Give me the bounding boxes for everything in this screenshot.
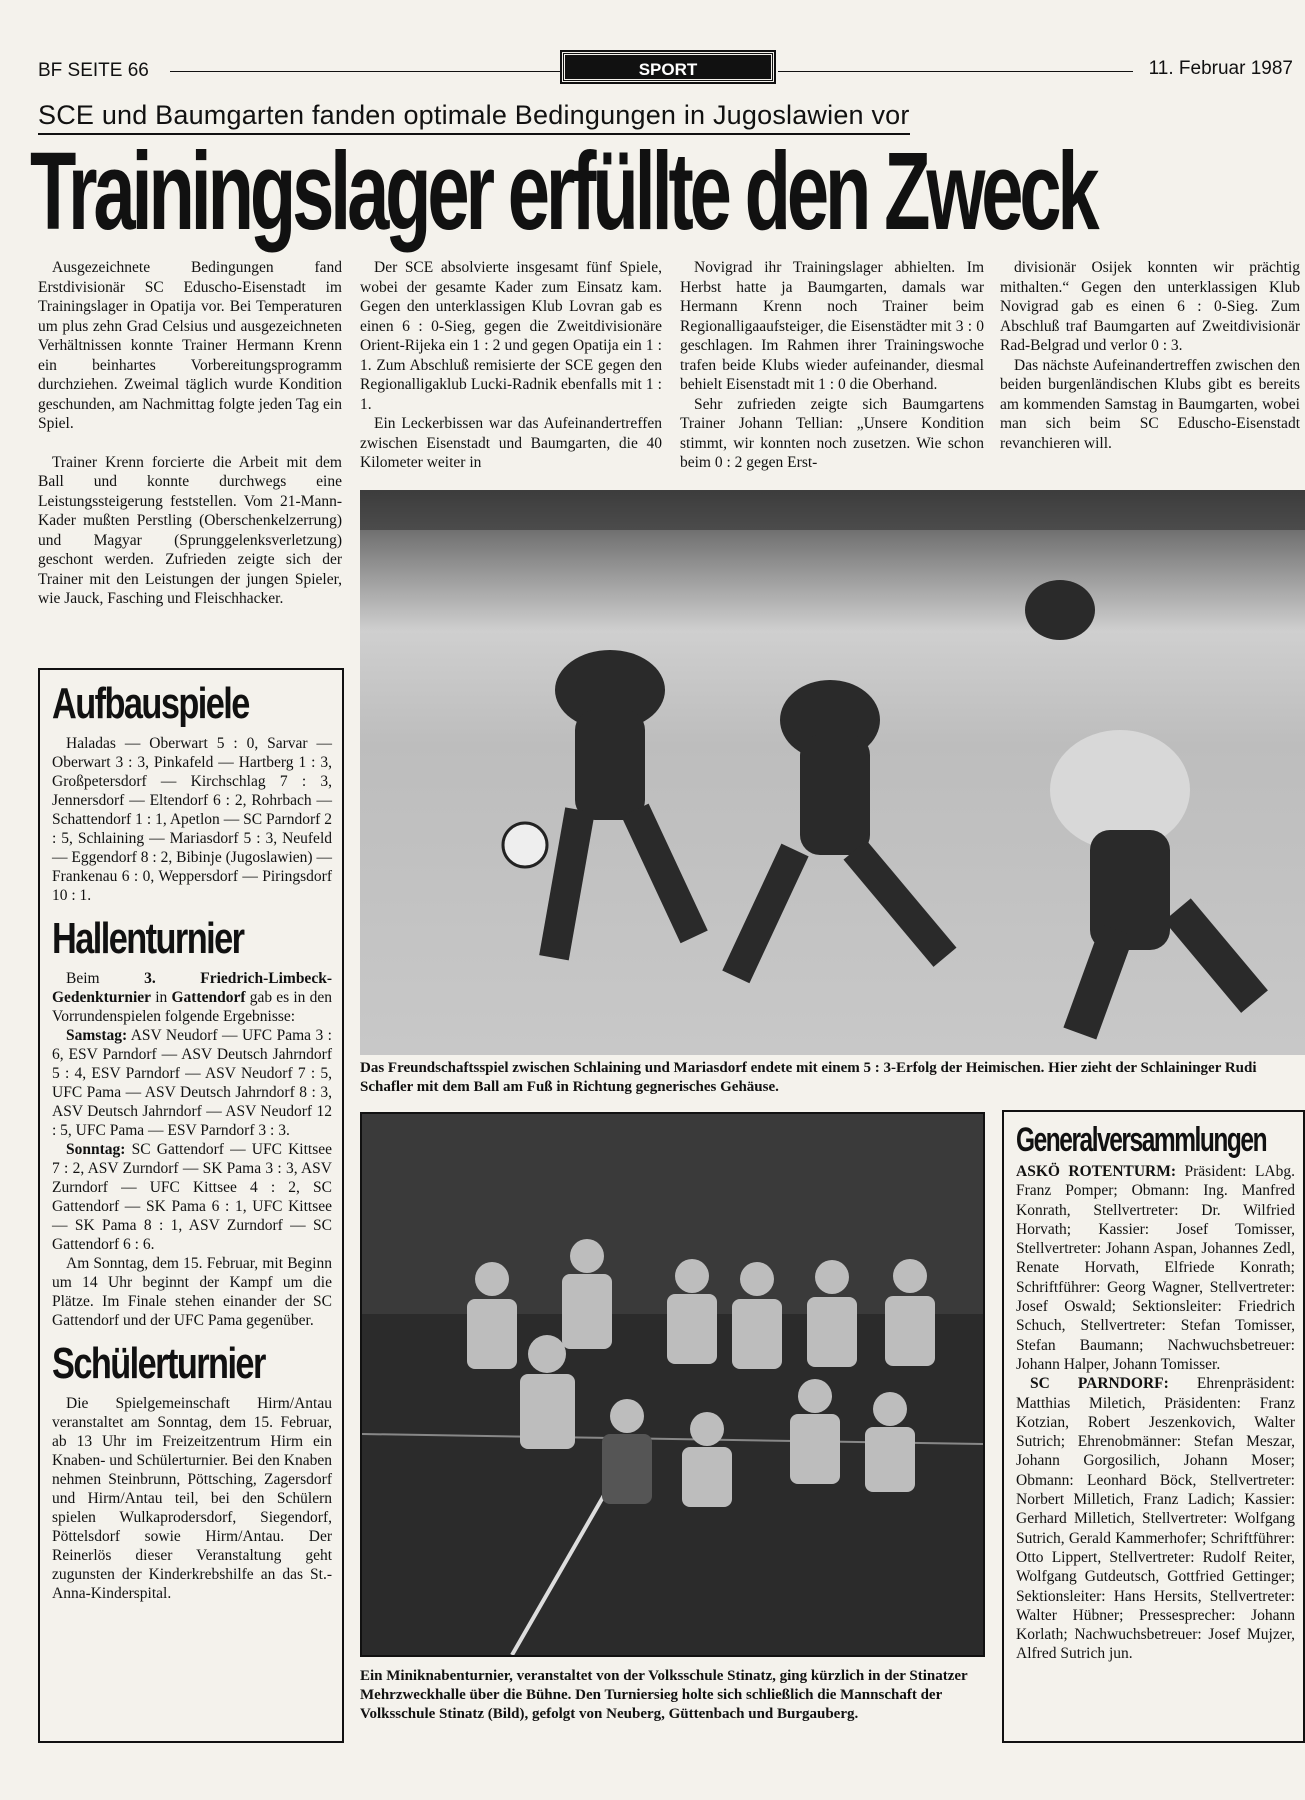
team-photo-image: [362, 1114, 983, 1655]
page-label: BF SEITE 66: [38, 60, 149, 81]
header-rule-right: [778, 71, 1133, 72]
paragraph: Sehr zufrieden zeigte sich Baumgartens Trainer Johann Tellian: „Unsere Kondition stimmt, wir konnten noch zusetzen. Wie schon beim 0 : 2 gegen Erst-: [680, 395, 984, 471]
sidebar-heading-schuelerturnier: Schülerturnier: [52, 1339, 265, 1388]
article-column-2: [360, 258, 662, 473]
schuelerturnier-text: Die Spielgemeinschaft Hirm/Antau veranstaltet am Sonntag, dem 15. Februar, ab 13 Uhr im Freizeitzentrum Hirm ein Knaben- und Schülerturnier. Bei den Knaben nehmen Steinbrunn, Pöttsching, Zagersdorf und Hirm/Antau teil, bei den Schülern spielen Wulkaprodersdorf, Siegendorf, Pöttelsdorf sowie Hirm/Antau. Der Reinerlös dieser Veranstaltung geht zugunsten der Kinderkrebshilfe an das St.-Anna-Kinderspital.: [52, 1395, 332, 1602]
article-column-1: [38, 258, 342, 609]
article-headline: Trainingslager erfüllte den Zweck: [30, 130, 1096, 253]
issue-date: 11. Februar 1987: [1148, 58, 1293, 79]
paragraph: Der SCE absolvierte insgesamt fünf Spiele, wobei der gesamte Kader zum Einsatz kam. Gegen den unterklassigen Klub Lovran gab es einen 6 : 0-Sieg, gegen die Zweitdivisionäre Orient-Rijeka ein 1 : 2 und gegen Opatija ein 1 : 1. Zum Abschluß remisierte der SCE gegen den Regionalligaklub Lucki-Radnik ebenfalls mit 1 : 1.: [360, 259, 662, 413]
hallenturnier-intro: Beim 3. Friedrich-Limbeck-Gedenkturnier in Gattendorf gab es in den Vorrundenspielen folgende Ergebnisse:: [52, 970, 332, 1025]
generalversammlungen-title: Generalversammlungen: [1016, 1121, 1267, 1159]
paragraph: Ausgezeichnete Bedingungen fand Erstdivisionär SC Eduscho-Eisenstadt im Trainingslager in Opatija vor. Bei Temperaturen um plus zehn Grad Celsius und ausgezeichneten Verhältnissen konnte Trainer Hermann Krenn ein beinhartes Vorbereitungsprogramm durchziehen. Zweimal täglich wurde Kondition geschunden, am Nachmittag folgte jeden Tag ein Spiel.: [38, 259, 342, 432]
sidebar-heading-aufbauspiele: Aufbauspiele: [52, 679, 249, 728]
paragraph: divisionär Osijek konnten wir prächtig mithalten.“ Gegen den unterklassigen Klub Novigrad gab es einen 6 : 0-Sieg. Zum Abschluß traf Baumgarten auf Zweitdivisionär Rad-Belgrad und verlor 0 : 3.: [1000, 259, 1300, 354]
section-badge: SPORT: [562, 52, 774, 82]
football-match-image: [360, 490, 1305, 1055]
football-match-photo: [360, 490, 1305, 1055]
paragraph: Trainer Krenn forcierte die Arbeit mit dem Ball und konnte durchwegs eine Leistungssteigerung feststellen. Vom 21-Mann-Kader mußten Perstling (Oberschenkelzerrung) und Magyar (Sprunggelenksverletzung) geschont werden. Zufrieden zeigte sich der Trainer mit den Leistungen der jungen Spieler, wie Jauck, Fasching und Fleischhacker.: [38, 453, 342, 607]
club-rotenturm-entry: ASKÖ ROTENTURM: Präsident: LAbg. Franz Pomper; Obmann: Ing. Manfred Konrath, Stellvertreter: Dr. Wilfried Horvath; Kassier: Josef Tomisser, Stellvertreter: Johann Aspan, Johannes Zedl, Renate Horvath, Elfriede Konrath; Schriftführer: Georg Wagner, Stellvertreter: Josef Oswald; Sektionsleiter: Friedrich Schuch, Stellvertreter: Stefan Tomisser, Stefan Baumann; Nachwuchsbetreuer: Johann Halper, Johann Tomisser.: [1016, 1163, 1295, 1373]
aufbauspiele-results: Haladas — Oberwart 5 : 0, Sarvar — Oberwart 3 : 3, Pinkafeld — Hartberg 1 : 3, Großpetersdorf — Kirchschlag 7 : 3, Jennersdorf — Eltendorf 6 : 2, Rohrbach — Schattendorf 1 : 1, Apetlon — SC Parndorf 2 : 5, Schlaining — Mariasdorf 5 : 3, Neufeld — Eggendorf 8 : 2, Bibinje (Jugoslawien) — Frankenau 6 : 0, Weppersdorf — Piringsdorf 10 : 1.: [52, 735, 332, 904]
header-rule-left: [170, 71, 560, 72]
team-photo: [360, 1112, 985, 1657]
sidebar-heading-hallenturnier: Hallenturnier: [52, 914, 244, 963]
generalversammlungen-box: [1002, 1110, 1305, 1743]
article-subheadline: SCE und Baumgarten fanden optimale Bedingungen in Jugoslawien vor: [38, 100, 910, 135]
paragraph: Novigrad ihr Trainingslager abhielten. Im Herbst hatte ja Baumgarten, damals war Hermann Krenn noch Trainer beim Regionalligaaufsteiger, die Eisenstädter mit 3 : 0 geschlagen. Im Rahmen ihrer Trainingswoche trafen beide Klubs wieder aufeinander, diesmal behielt Eisenstadt mit 1 : 0 die Oberhand.: [680, 259, 984, 393]
paragraph: Das nächste Aufeinandertreffen zwischen den beiden burgenländischen Klubs gibt es bereits am kommenden Samstag in Baumgarten, wobei man sich beim SC Eduscho-Eisenstadt revanchieren will.: [1000, 356, 1300, 452]
photo1-caption: Das Freundschaftsspiel zwischen Schlaining und Mariasdorf endete mit einem 5 : 3-Erfolg der Heimischen. Hier zieht der Schlaininger Rudi Schafler mit dem Ball am Fuß in Richtung gegnerisches Gehäuse.: [360, 1060, 1257, 1095]
paragraph: Ein Leckerbissen war das Aufeinandertreffen zwischen Eisenstadt und Baumgarten, die 40 Kilometer weiter in: [360, 415, 662, 471]
club-parndorf-entry: SC PARNDORF: Ehrenpräsident: Matthias Miletich, Präsidenten: Franz Kotzian, Robert Jeszenkovich, Walter Sutrich; Ehrenobmänner: Stefan Meszar, Johann Gorgosilich, Johann Moser; Obmann: Leonhard Böck, Stellvertreter: Norbert Milletich, Franz Ladich; Kassier: Gerhard Milletich, Stellvertreter: Wolfgang Sutrich, Gerald Kammerhofer; Schriftführer: Otto Lippert, Stellvertreter: Rudolf Reiter, Wolfgang Gutdeutsch, Gottfried Gettinger; Sektionsleiter: Hans Hersits, Stellvertreter: Walter Hübner; Pressesprecher: Johann Korlath; Nachwuchsbetreuer: Josef Mujzer, Alfred Sutrich jun.: [1016, 1375, 1295, 1663]
article-column-4: [1000, 258, 1300, 453]
hallenturnier-final: Am Sonntag, dem 15. Februar, mit Beginn um 14 Uhr beginnt der Kampf um die Plätze. Im Finale stehen einander der SC Gattendorf und der UFC Pama gegenüber.: [52, 1255, 332, 1329]
hallenturnier-samstag: Samstag: ASV Neudorf — UFC Pama 3 : 6, ESV Parndorf — ASV Deutsch Jahrndorf 5 : 4, ESV Parndorf — ASV Neudorf 7 : 5, UFC Pama — ASV Deutsch Jahrndorf 8 : 3, ASV Deutsch Jahrndorf — ASV Neudorf 12 : 5, UFC Pama — ESV Parndorf 3 : 3.: [52, 1027, 332, 1139]
article-column-3: [680, 258, 984, 473]
hallenturnier-sonntag: Sonntag: SC Gattendorf — UFC Kittsee 7 : 2, ASV Zurndorf — SK Pama 3 : 3, ASV Zurndorf — UFC Kittsee 4 : 2, SC Gattendorf — SK Pama 6 : 1, UFC Kittsee — SK Pama 8 : 1, ASV Zurndorf — SC Gattendorf 6 : 6.: [52, 1141, 332, 1253]
photo2-caption: Ein Miniknabenturnier, veranstaltet von der Volksschule Stinatz, ging kürzlich in der Stinatzer Mehrzweckhalle über die Bühne. Den Turniersieg holte sich schließlich die Mannschaft der Volksschule Stinatz (Bild), gefolgt von Neuberg, Güttenbach und Burgauberg.: [360, 1668, 968, 1722]
results-sidebar: [38, 668, 344, 1743]
